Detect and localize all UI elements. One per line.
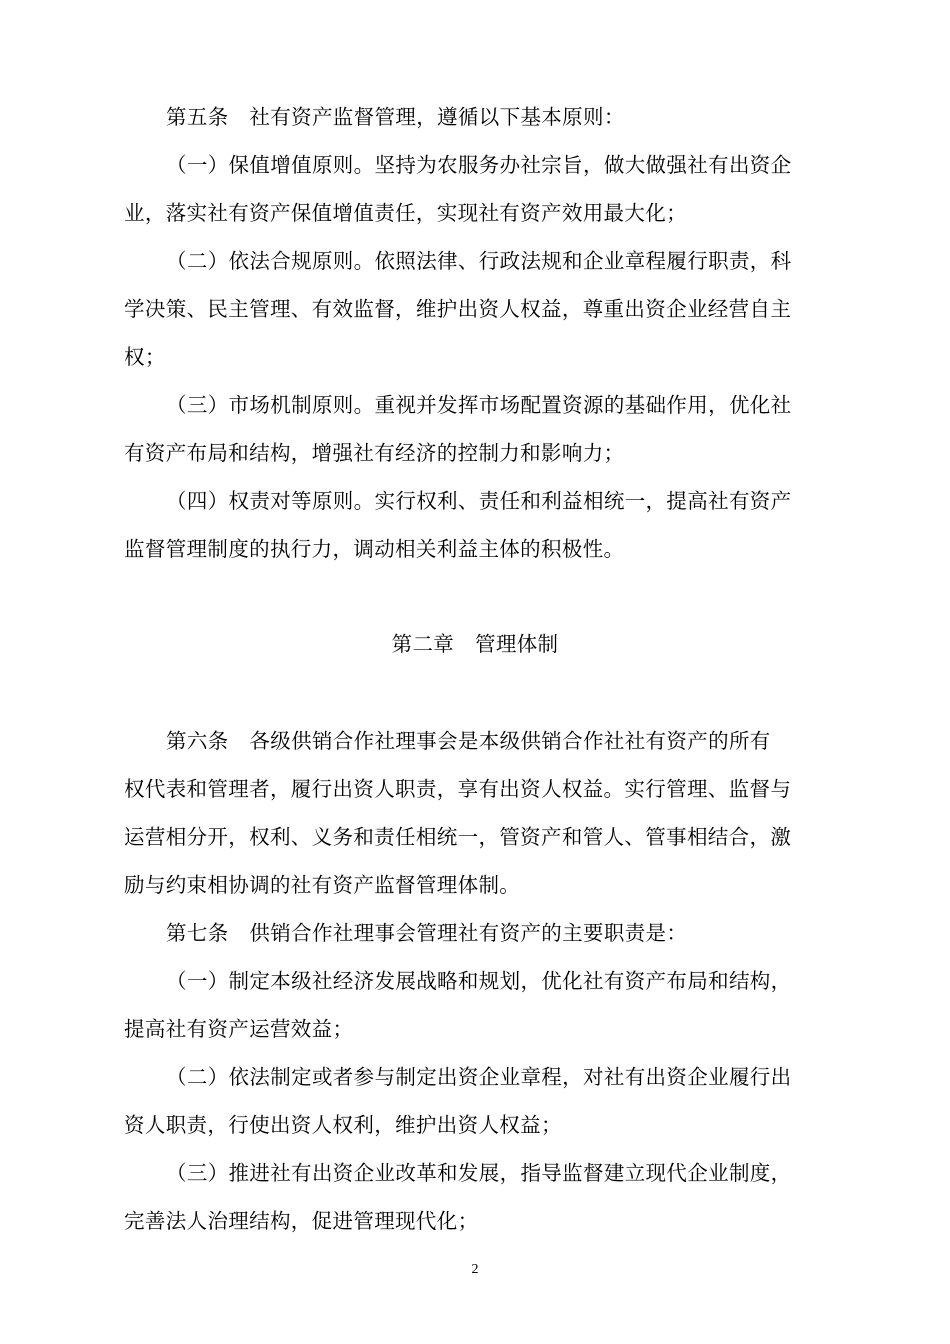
article-6-line-2: 权代表和管理者，履行出资人职责，享有出资人权益。实行管理、监督与 [124, 777, 792, 801]
article-5-heading: 第五条 社有资产监督管理，遵循以下基本原则： [166, 105, 625, 129]
duty-3-line-1: （三）推进社有出资企业改革和发展，指导监督建立现代企业制度， [166, 1161, 792, 1185]
principle-2-line-2: 学决策、民主管理、有效监督，维护出资人权益，尊重出资企业经营自主 [124, 297, 792, 321]
duty-2-line-1: （二）依法制定或者参与制定出资企业章程，对社有出资企业履行出 [166, 1065, 792, 1089]
principle-1-line-1: （一）保值增值原则。坚持为农服务办社宗旨，做大做强社有出资企 [166, 153, 792, 177]
chapter-2-heading: 第二章 管理体制 [391, 632, 559, 656]
article-6-line-3: 运营相分开，权利、义务和责任相统一，管资产和管人、管事相结合，激 [124, 825, 792, 849]
principle-2-line-1: （二）依法合规原则。依照法律、行政法规和企业章程履行职责，科 [166, 249, 792, 273]
duty-3-line-2: 完善法人治理结构，促进管理现代化； [124, 1209, 479, 1233]
duty-1-line-1: （一）制定本级社经济发展战略和规划，优化社有资产布局和结构， [166, 969, 792, 993]
principle-4-line-1: （四）权责对等原则。实行权利、责任和利益相统一，提高社有资产 [166, 489, 792, 513]
principle-1-line-2: 业，落实社有资产保值增值责任，实现社有资产效用最大化； [124, 201, 687, 225]
principle-4-line-2: 监督管理制度的执行力，调动相关利益主体的积极性。 [124, 537, 625, 561]
duty-1-line-2: 提高社有资产运营效益； [124, 1017, 354, 1041]
principle-2-line-3: 权； [124, 345, 166, 369]
article-6-line-4: 励与约束相协调的社有资产监督管理体制。 [124, 873, 521, 897]
principle-3-line-1: （三）市场机制原则。重视并发挥市场配置资源的基础作用，优化社 [166, 393, 792, 417]
principle-3-line-2: 有资产布局和结构，增强社有经济的控制力和影响力； [124, 441, 625, 465]
article-7-heading: 第七条 供销合作社理事会管理社有资产的主要职责是： [166, 921, 688, 945]
article-6-line-1: 第六条 各级供销合作社理事会是本级供销合作社社有资产的所有 [166, 729, 771, 753]
duty-2-line-2: 资人职责，行使出资人权利，维护出资人权益； [124, 1113, 562, 1137]
page-number: 2 [471, 1262, 479, 1277]
